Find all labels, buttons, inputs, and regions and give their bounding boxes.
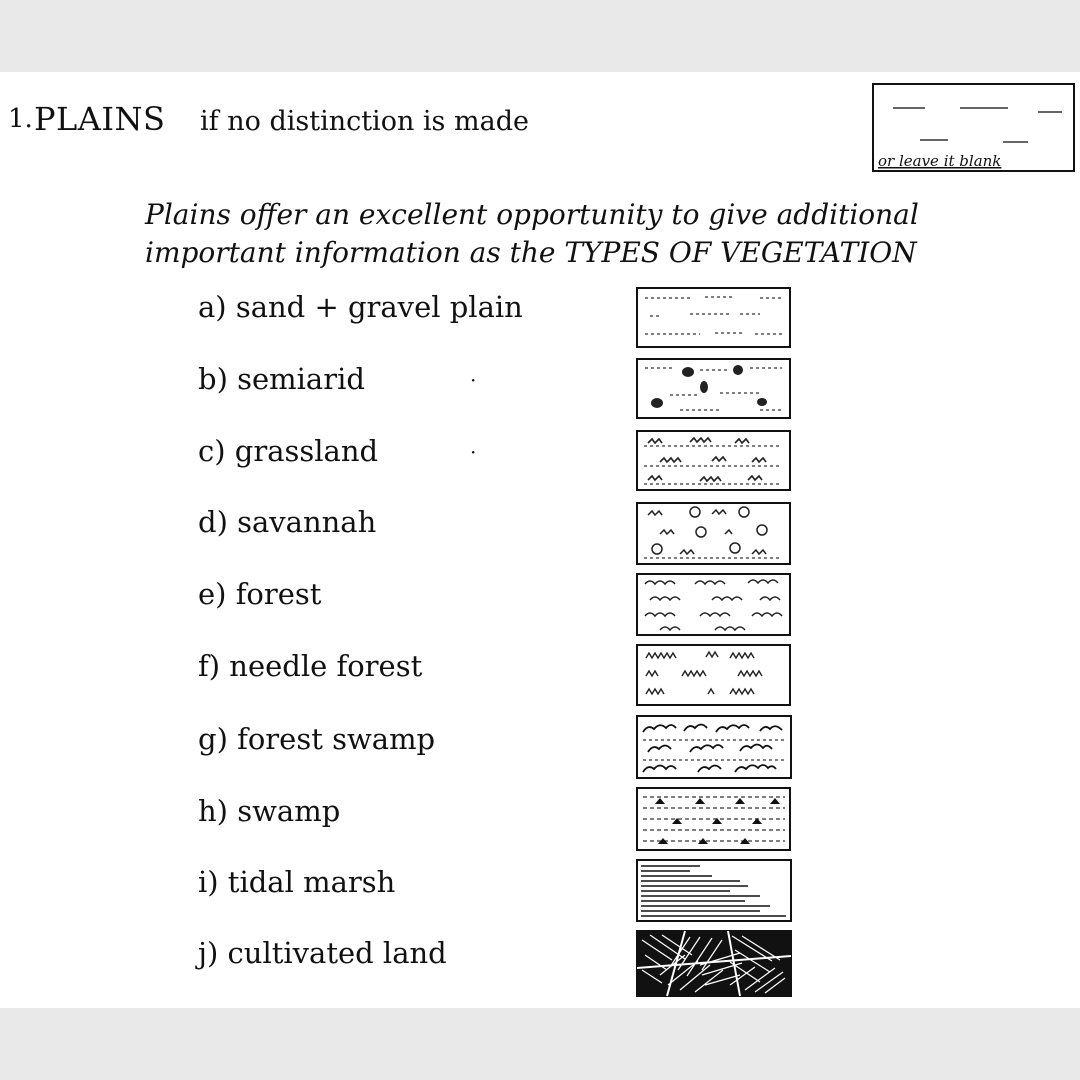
heading-note: if no distinction is made [200, 106, 529, 137]
pattern-swatch-needle-forest [637, 645, 790, 705]
list-item-label: c) grassland [198, 434, 379, 468]
heading-title: PLAINS [34, 100, 166, 138]
list-item-label: g) forest swamp [198, 722, 436, 756]
pattern-swatch-semiarid [637, 359, 790, 418]
list-item-label: i) tidal marsh [198, 865, 396, 899]
pattern-swatch-forest-swamp [637, 716, 791, 778]
pattern-swatch-grassland [637, 431, 790, 490]
intro-line-1: Plains offer an excellent opportunity to give additional [145, 198, 919, 231]
heading-number: 1. [8, 104, 33, 134]
pattern-swatch-forest [637, 574, 790, 635]
list-item-label: d) savannah [198, 505, 377, 539]
list-item-label: f) needle forest [198, 649, 423, 683]
list-item-label: e) forest [198, 577, 322, 611]
list-item-label: b) semiarid [198, 362, 365, 396]
intro-line-2: important information as the TYPES OF VEGETATION [145, 236, 917, 269]
pattern-swatch-sand-gravel [637, 288, 790, 347]
list-item-label: a) sand + gravel plain [198, 290, 523, 324]
list-item-label: h) swamp [198, 794, 341, 828]
stray-dot: · [470, 440, 477, 464]
stray-dot: · [470, 368, 477, 392]
list-item-label: j) cultivated land [198, 936, 447, 970]
pattern-swatch-savannah [637, 503, 790, 564]
pattern-swatch-tidal-marsh [637, 860, 791, 921]
pattern-swatch-cultivated-land [637, 931, 791, 996]
pattern-swatch-swamp [637, 788, 790, 850]
blank-legend-caption: or leave it blank [878, 152, 1002, 170]
